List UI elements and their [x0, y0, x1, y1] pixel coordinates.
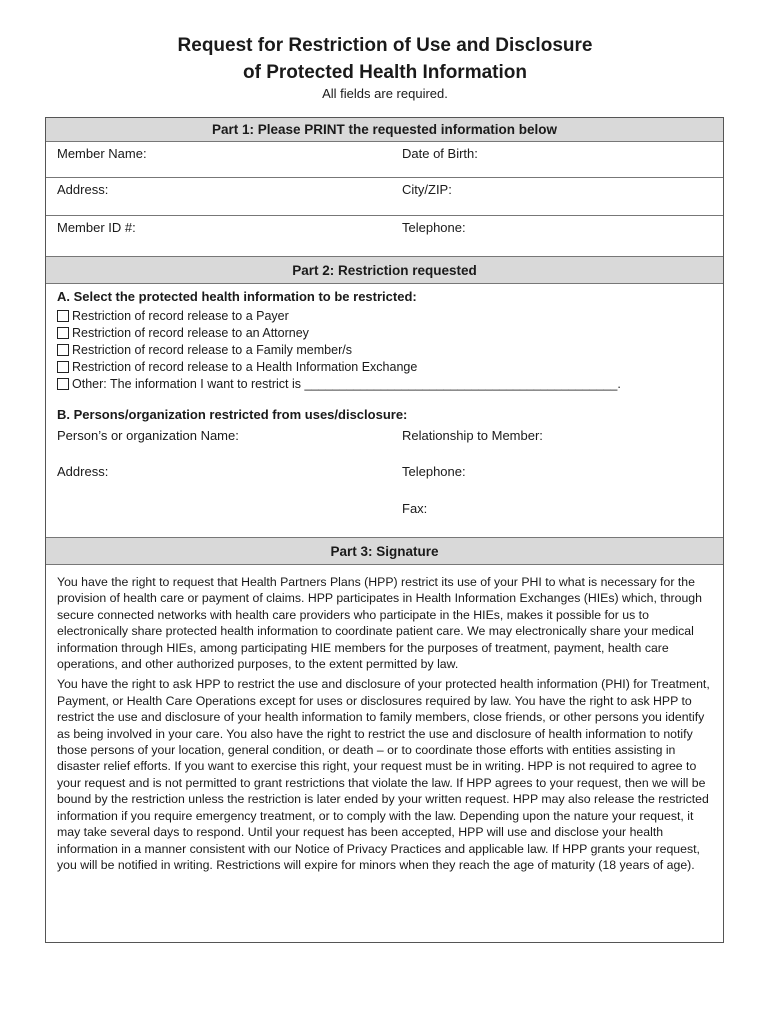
- checkbox[interactable]: [57, 327, 69, 339]
- title-line-2: of Protected Health Information: [243, 62, 527, 83]
- checkbox[interactable]: [57, 378, 69, 390]
- option-hie[interactable]: [57, 360, 417, 374]
- option-label: Restriction of record release to a Family member/s: [72, 343, 352, 357]
- person-name-label: Person’s or organization Name:: [57, 428, 239, 443]
- form-container: [45, 117, 724, 943]
- part1-heading: Part 1: Please PRINT the requested information below: [46, 118, 723, 142]
- dob-label: Date of Birth:: [402, 146, 478, 161]
- paragraph-1: You have the right to request that Health Partners Plans (HPP) restrict its use of your PHI to what is necessary for the provision of health care or payment of claims. HPP participates in Health Information Exchanges (HIEs) which, through secure connected networks with health care providers who participate in the HIEs, makes it possible for us to electronically share protected health information to coordinate patient care. We may electronically share your medical information through HIEs, among participating HIE members for the purposes of treatment, payment, health care operations, and other authorized purposes, to the extent permitted by law.: [57, 575, 702, 672]
- option-other[interactable]: [57, 377, 621, 391]
- option-label: Restriction of record release to an Attorney: [72, 326, 309, 340]
- member-name-label: Member Name:: [57, 146, 147, 161]
- title-line-1: Request for Restriction of Use and Disclosure: [177, 35, 593, 56]
- page-title: [0, 32, 770, 86]
- option-payer[interactable]: [57, 309, 289, 323]
- relationship-label: Relationship to Member:: [402, 428, 543, 443]
- option-attorney[interactable]: [57, 326, 309, 340]
- option-label: Other: The information I want to restrict is _____________________________________________.: [72, 377, 621, 391]
- checkbox[interactable]: [57, 361, 69, 373]
- subtitle: All fields are required.: [322, 86, 448, 101]
- paragraph-2: You have the right to ask HPP to restrict the use and disclosure of your protected health information (PHI) for Treatment, Payment, or Health Care Operations except for uses or disclosures required by law. You have the right to ask HPP to restrict the use and disclosure of your health information to family members, close friends, or other persons you identify as being involved in your care. You also have the right to restrict the use and disclosure of health information to notify those persons of your location, general condition, or death – or to coordinate those efforts with entities assisting in disaster relief efforts. If you want to exercise this right, your request must be in writing. HPP is not required to agree to your request and is not permitted to grant restrictions that violate the law. If HPP agrees to your request, then we will be bound by the restriction unless the restriction is later ended by your written request. HPP may also release the restricted information if you require emergency treatment, or to comply with the law. Depending upon the nature your request, it may take several days to respond. Until your request has been accepted, HPP will use and disclose your health information in a manner consistent with our Notice of Privacy Practices and applicable law. If HPP grants your request, you will be notified in writing. Restrictions will expire for minors when they reach the age of maturity (18 years of age).: [57, 677, 710, 872]
- option-family[interactable]: [57, 343, 352, 357]
- rights-text: [57, 574, 717, 873]
- option-label: Restriction of record release to a Health Information Exchange: [72, 360, 418, 374]
- city-zip-label: City/ZIP:: [402, 182, 452, 197]
- fax-label: Fax:: [402, 501, 428, 516]
- divider: [46, 215, 723, 216]
- restricted-address-label: Address:: [57, 464, 109, 479]
- restricted-telephone-label: Telephone:: [402, 464, 466, 479]
- divider: [46, 177, 723, 178]
- section-b-heading: B. Persons/organization restricted from uses/disclosure:: [57, 407, 408, 422]
- part3-heading: Part 3: Signature: [46, 537, 723, 565]
- address-label: Address:: [57, 182, 109, 197]
- checkbox[interactable]: [57, 344, 69, 356]
- part2-heading: Part 2: Restriction requested: [46, 256, 723, 284]
- option-label: Restriction of record release to a Payer: [72, 309, 289, 323]
- member-id-label: Member ID #:: [57, 220, 136, 235]
- section-a-heading: A. Select the protected health information to be restricted:: [57, 289, 417, 304]
- checkbox[interactable]: [57, 310, 69, 322]
- telephone-label: Telephone:: [402, 220, 466, 235]
